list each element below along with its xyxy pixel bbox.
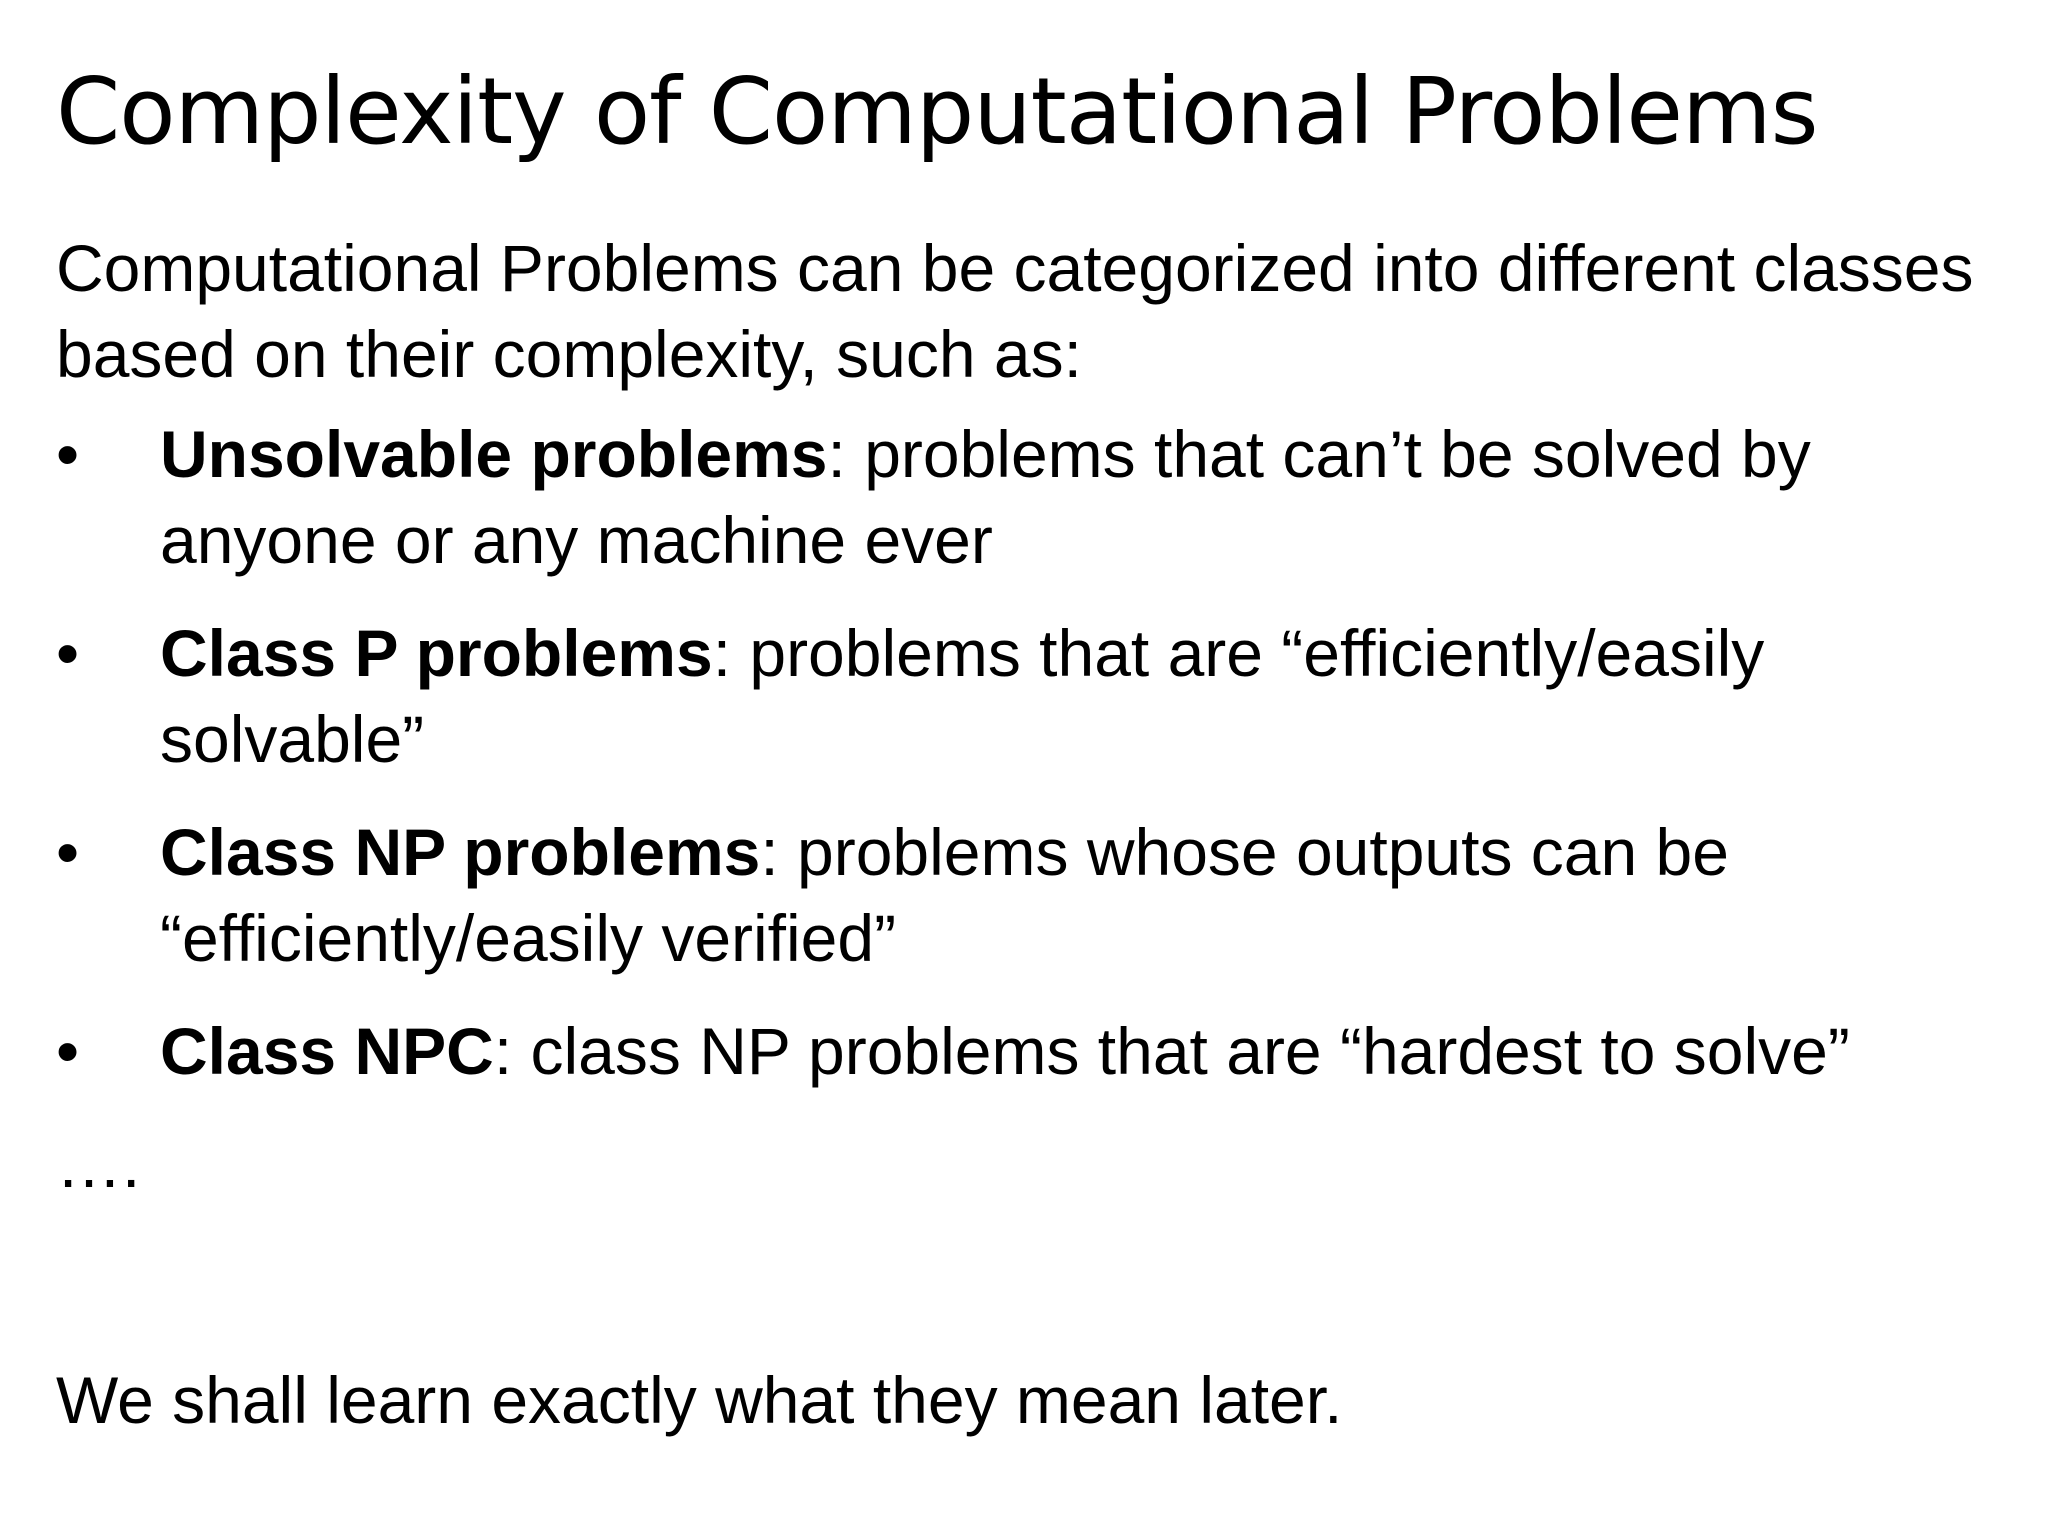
bullet-item-class-np bbox=[56, 809, 1986, 981]
bullet-dot-icon: • bbox=[56, 815, 80, 889]
bullet-dot-icon: • bbox=[56, 417, 80, 491]
bullet-separator: : bbox=[827, 417, 846, 491]
slide-title: Complexity of Computational Problems bbox=[56, 58, 1818, 165]
bullet-text: problems whose outputs can be “efficiently/easily verified” bbox=[160, 815, 1729, 975]
bullet-term: Class P problems bbox=[160, 616, 713, 690]
bullet-text: problems that can’t be solved by anyone or any machine ever bbox=[160, 417, 1811, 577]
bullet-term: Class NPC bbox=[160, 1014, 494, 1088]
ellipsis-text: …. bbox=[56, 1127, 141, 1201]
bullet-item-unsolvable bbox=[56, 411, 1986, 583]
bullet-item-class-p bbox=[56, 610, 1986, 782]
bullet-term: Unsolvable problems bbox=[160, 417, 828, 491]
intro-paragraph: Computational Problems can be categorized into different classes based on their complexity, such as: bbox=[56, 231, 1974, 391]
bullet-dot-icon: • bbox=[56, 616, 80, 690]
bullet-separator: : bbox=[760, 815, 779, 889]
bullet-item-class-npc bbox=[56, 1008, 1986, 1094]
closing-sentence: We shall learn exactly what they mean later. bbox=[56, 1363, 1343, 1437]
bullet-separator: : bbox=[493, 1014, 513, 1088]
bullet-list bbox=[56, 411, 1986, 1094]
bullet-term: Class NP problems bbox=[160, 815, 761, 889]
bullet-text: class NP problems that are “hardest to solve” bbox=[512, 1014, 1850, 1088]
bullet-text: problems that are “efficiently/easily solvable” bbox=[160, 616, 1765, 776]
bullet-separator: : bbox=[712, 616, 732, 690]
bullet-dot-icon: • bbox=[56, 1014, 80, 1088]
slide-body bbox=[56, 225, 1986, 1207]
